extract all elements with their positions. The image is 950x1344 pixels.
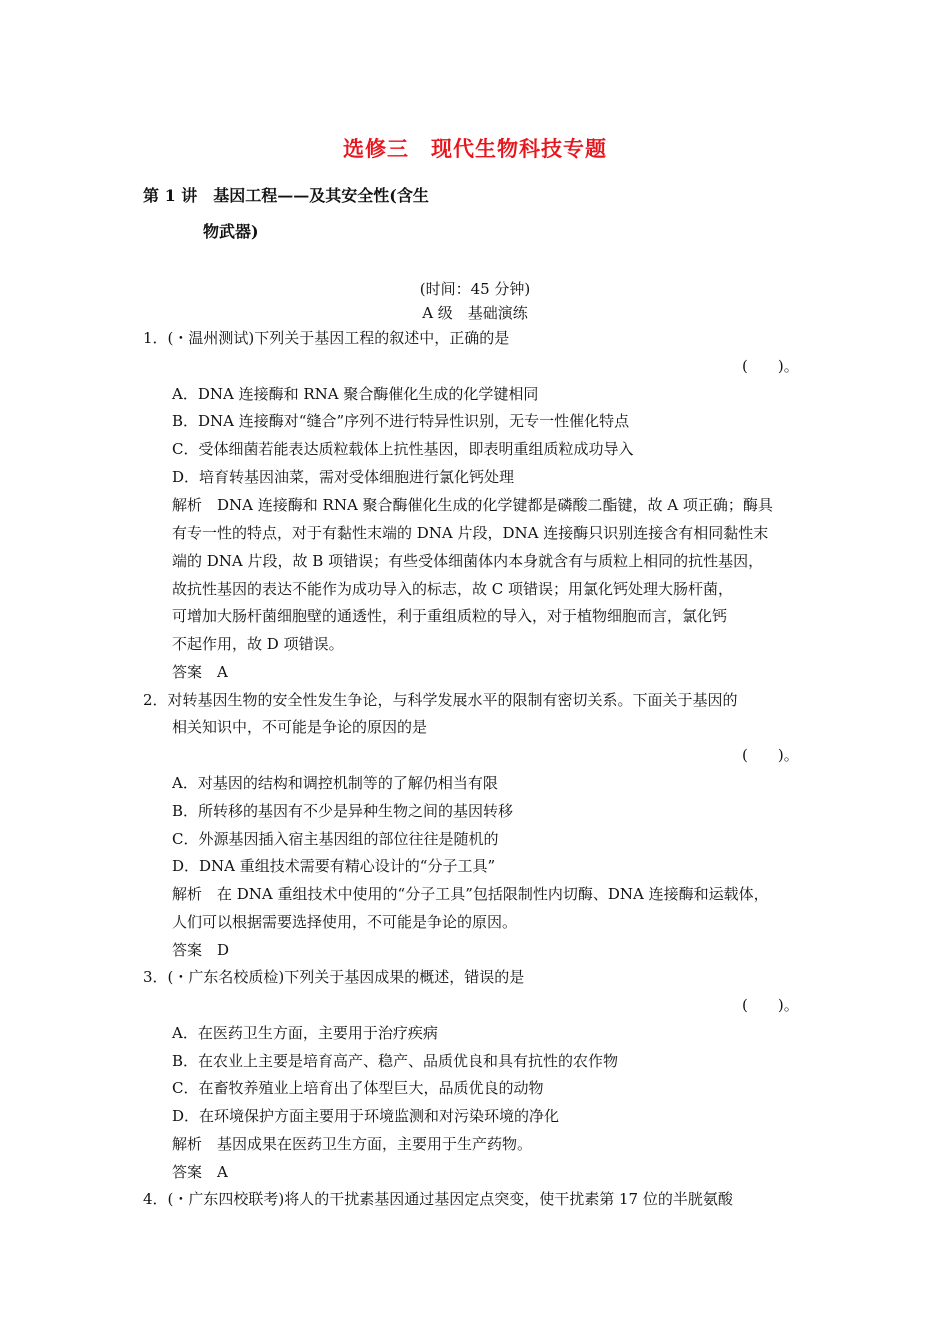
question-1-explain-line: 故抗性基因的表达不能作为成功导入的标志，故 C 项错误；用氯化钙处理大肠杆菌，	[172, 580, 734, 598]
question-3-option-d: D．在环境保护方面主要用于环境监测和对污染环境的净化	[172, 1107, 560, 1125]
question-1-answer: 答案 A	[172, 663, 228, 681]
time-limit: (时间：45 分钟)	[419, 280, 531, 298]
question-1-explain-line: 可增加大肠杆菌细胞壁的通透性，利于重组质粒的导入，对于植物细胞而言，氯化钙	[172, 607, 728, 625]
question-1-explain-line: 端的 DNA 片段，故 B 项错误；有些受体细菌体内本身就含有与质粒上相同的抗性基因，	[172, 552, 764, 570]
question-2-stem-line1: 2．对转基因生物的安全性发生争论，与科学发展水平的限制有密切关系。下面关于基因的	[143, 691, 738, 709]
question-2-option-a: A．对基因的结构和调控机制等的了解仍相当有限	[172, 774, 498, 792]
lecture-title-line2: 物武器)	[203, 222, 259, 241]
question-1-option-b: B．DNA 连接酶对“缝合”序列不进行特异性识别，无专一性催化特点	[172, 412, 630, 430]
question-3-option-c: C．在畜牧养殖业上培育出了体型巨大，品质优良的动物	[172, 1079, 544, 1097]
page-title: 选修三 现代生物科技专题	[343, 136, 607, 161]
question-2-option-b: B．所转移的基因有不少是异种生物之间的基因转移	[172, 802, 514, 820]
question-1-stem: 1．(・温州测试)下列关于基因工程的叙述中，正确的是	[143, 329, 510, 347]
question-2-option-d: D．DNA 重组技术需要有精心设计的“分子工具”	[172, 857, 496, 875]
question-1-option-d: D．培育转基因油菜，需对受体细胞进行氯化钙处理	[172, 468, 515, 486]
question-1-answer-paren: ( )。	[742, 357, 799, 375]
question-2-option-c: C．外源基因插入宿主基因组的部位往往是随机的	[172, 830, 499, 848]
question-3-option-a: A．在医药卫生方面，主要用于治疗疾病	[172, 1024, 438, 1042]
lecture-title-line1: 第 1 讲 基因工程——及其安全性(含生	[143, 186, 429, 205]
question-3-option-b: B．在农业上主要是培育高产、稳产、品质优良和具有抗性的农作物	[172, 1052, 619, 1070]
question-1-option-a: A．DNA 连接酶和 RNA 聚合酶催化生成的化学键相同	[172, 385, 539, 403]
question-2-answer-paren: ( )。	[742, 746, 799, 764]
question-1-explain-line: 有专一性的特点，对于有黏性末端的 DNA 片段，DNA 连接酶只识别连接含有相同黏性末	[172, 524, 769, 542]
question-3-answer: 答案 A	[172, 1163, 228, 1181]
question-1-explain-line: 不起作用，故 D 项错误。	[172, 635, 344, 653]
question-3-stem: 3．(・广东名校质检)下列关于基因成果的概述，错误的是	[143, 968, 525, 986]
question-3-answer-paren: ( )。	[742, 996, 799, 1014]
level-heading: A 级 基础演练	[422, 304, 528, 322]
question-2-answer: 答案 D	[172, 941, 230, 959]
question-1-explain-line: 解析 DNA 连接酶和 RNA 聚合酶催化生成的化学键都是磷酸二酯键，故 A 项正确；酶具	[172, 496, 773, 514]
question-3-explain: 解析 基因成果在医药卫生方面，主要用于生产药物。	[172, 1135, 533, 1153]
question-2-explain-line: 解析 在 DNA 重组技术中使用的“分子工具”包括限制性内切酶、DNA 连接酶和运载体，	[172, 885, 769, 903]
question-2-explain-line: 人们可以根据需要选择使用，不可能是争论的原因。	[172, 913, 518, 931]
question-1-option-c: C．受体细菌若能表达质粒载体上抗性基因，即表明重组质粒成功导入	[172, 440, 634, 458]
question-4-stem: 4．(・广东四校联考)将人的干扰素基因通过基因定点突变，使干扰素第 17 位的半胱氨酸	[143, 1190, 733, 1208]
question-2-stem-line2: 相关知识中，不可能是争论的原因的是	[172, 718, 428, 736]
